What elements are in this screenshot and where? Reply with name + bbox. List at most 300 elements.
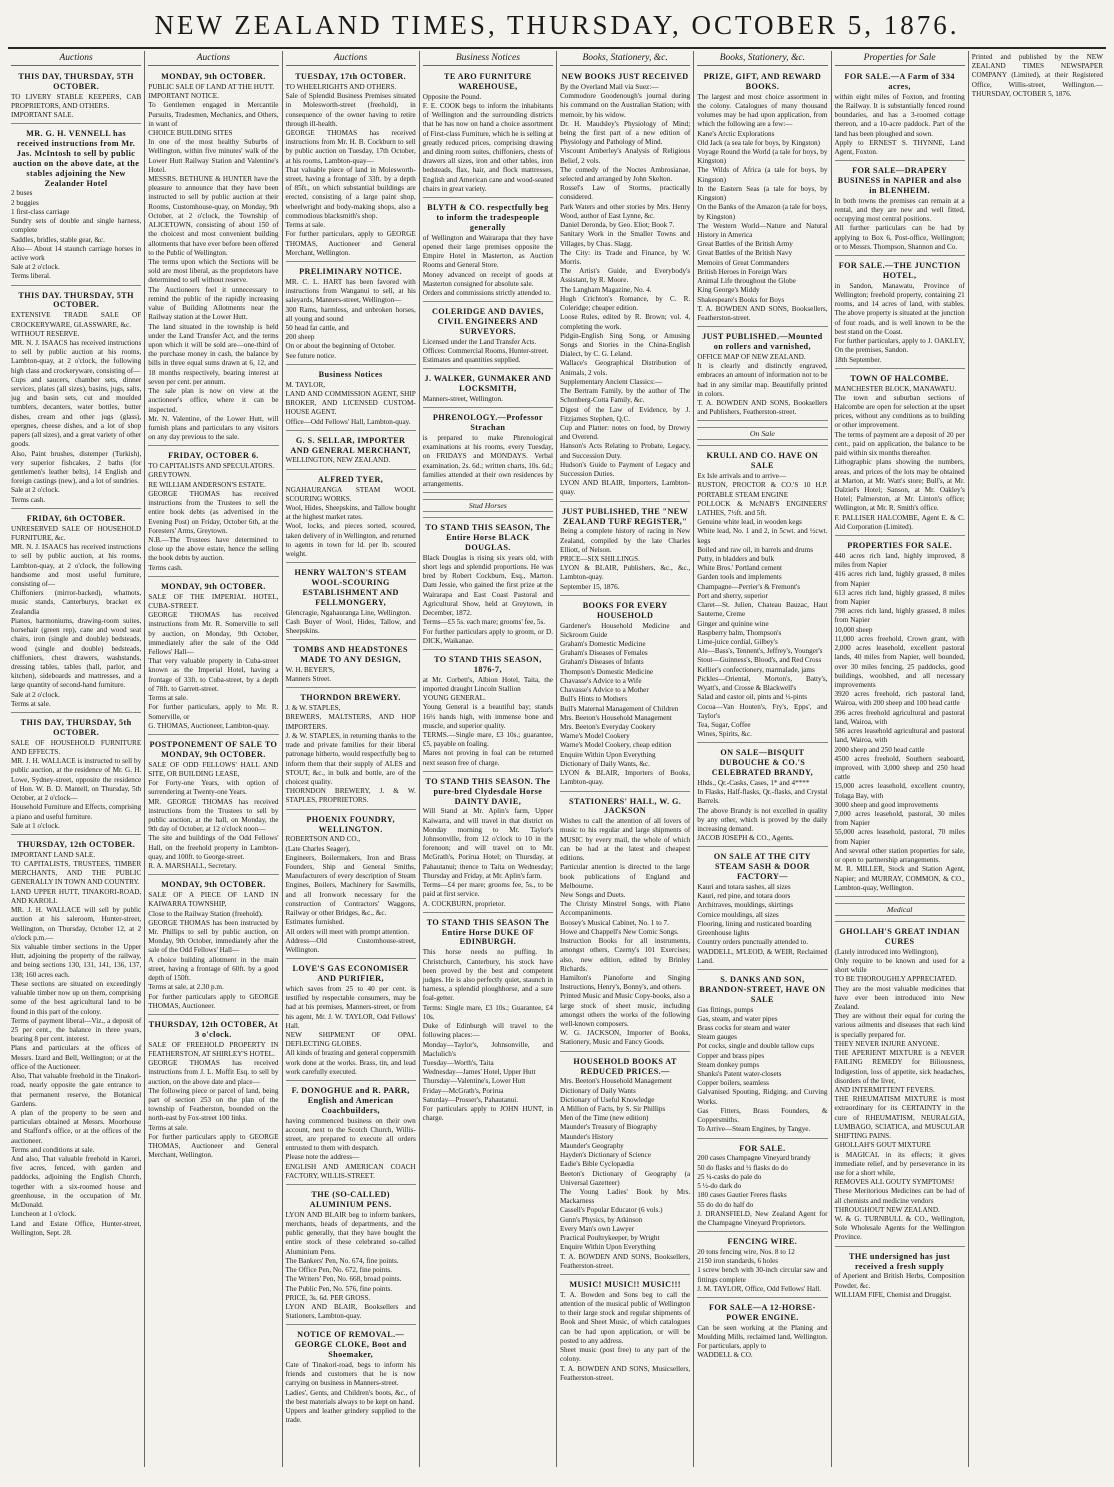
- notice-line: T. A. BOWDEN AND SONS, Booksellers and Publishers, Featherston-street.: [697, 398, 828, 417]
- notice-line: Gas, steam, and water pipes: [697, 1014, 778, 1023]
- notice-line: The terms upon which the Sections will be sold are most liberal, as the proprietors have determined to sell without reserve.: [148, 258, 279, 285]
- notice-title: HENRY WALTON'S STEAM WOOL-SCOURING ESTABLISHMENT AND FELLMONGERY,: [294, 568, 407, 607]
- notice-line: Putty, in bladders and bulk: [697, 555, 775, 564]
- notice-line: GREYTOWN.: [148, 471, 192, 480]
- notice-line: Sale at 2 o'clock.: [11, 263, 60, 272]
- notice-title: MONDAY, 9th OCTOBER.: [161, 72, 266, 81]
- notice-line: Cornice mouldings, all sizes: [697, 910, 779, 919]
- notice-line: That valuable piece of land in Molesworth-street, having a frontage of 33ft. by a depth of 85ft., on which substantial buildings are erected, consisting of a large paint shop, wheelwright and body-making shops, also a commodious blacksmith's shop.: [285, 165, 416, 220]
- notice-line: 613 acres rich land, highly grassed, 8 miles from Napier: [834, 588, 965, 606]
- column-2: [145, 51, 282, 1467]
- column-4: [420, 51, 557, 1467]
- notice-line: in Sandon, Manawatu, Province of Wellington; freehold property, containing 21 rooms, and 14 acres of land, with stables. The above property is situated at the junction of four roads, and is well known to be the best stand on the Coast.: [834, 281, 965, 336]
- notice-line: LYON AND BLAIR beg to inform bankers, merchants, heads of departments, and the public generally, that they have bought the entire stock of these celebrated so-called Aluminium Pens.: [285, 1210, 416, 1256]
- notice-title: THURSDAY, 12th OCTOBER.: [17, 839, 136, 849]
- notice-line: The Wilds of Africa (a tale for boys, by Kingston): [697, 166, 828, 184]
- notice-line: New Songs and Duets.: [560, 890, 626, 899]
- notice-title: ALFRED TYER,: [318, 474, 384, 484]
- notice-title: Business Notices: [318, 369, 383, 379]
- notice-line: MR. N. J. ISAACS has received instructions to sell by public auction at his rooms, Lambton-quay, at 2 o'clock, the following high class and crockeryware, consisting of—: [11, 338, 142, 375]
- notice-line: Printed and published by the NEW ZEALAND TIMES NEWSPAPER COMPANY (Limited), at their Registered Office, Willis-street, Wellington.—THURSDAY, OCTOBER 5, 1876.: [971, 53, 1103, 98]
- notice-line: Luncheon at 1 o'clock.: [11, 1210, 77, 1219]
- notice-line: Money advanced on receipt of goods at Masterton consigned for absolute sale.: [422, 270, 553, 288]
- notice-line: Shanks's Patent water-closets: [697, 1070, 782, 1079]
- notice-line: SALE OF A PIECE OF LAND IN KAIWARRA TOWNSHIP,: [148, 891, 279, 909]
- notice-line: IMPORTANT SALE.: [11, 111, 74, 120]
- notice-line: On the Banks of the Amazon (a tale for boys, by Kingston): [697, 203, 828, 221]
- notice-line: Graham's Diseases of Infants: [560, 658, 644, 667]
- notice-line: A choice building allotment in the main street, having a frontage of 60ft. by a good depth of 150ft.: [148, 955, 279, 983]
- notice-line: SALE OF FREEHOLD PROPERTY IN FEATHERSTON, AT SHIRLEY'S HOTEL.: [148, 1040, 279, 1058]
- notice-line: is prepared to make Phrenological examinations at his rooms, every Tuesday, on FRIDAYS and MONDAYS. Verbal examination, 2s. 6d.; written charts, 10s. 6d.; families attended at their own residences by arrangements.: [422, 433, 553, 489]
- notice-title: FENCING WIRE.: [727, 1237, 798, 1247]
- notice-line: Steam donkey pumps: [697, 1060, 760, 1069]
- notice-line: 50 head fat cattle, and: [285, 323, 349, 332]
- notice-title: LOVE'S GAS ECONOMISER AND PURIFIER,: [292, 964, 409, 984]
- notice-line: To Arrive—Steam Engines, by Tangye.: [697, 1125, 811, 1134]
- notice-line: R. A. MARSHALL, Secretary.: [148, 862, 237, 871]
- notice-line: Terms at sale.: [148, 694, 188, 703]
- notice-line: Licensed under the Land Transfer Acts.: [422, 337, 537, 346]
- notice-line: MANCHESTER BLOCK, MANAWATU.: [834, 384, 957, 393]
- notice-line: TO WHEELRIGHTS AND OTHERS.: [285, 82, 397, 91]
- notice-title: FOR SALE.—A Farm of 334 acres,: [844, 72, 955, 91]
- notice-line: Old Jack (a sea tale for boys, by Kingston): [697, 138, 821, 147]
- notice-line: Terms cash.: [11, 495, 46, 504]
- notice-line: 2 buggies: [11, 198, 39, 207]
- notice: [560, 598, 690, 792]
- notice-line: For further particulars, apply to Mr. R. Somerville, or: [148, 703, 279, 721]
- notice-line: In one of the most healthy Suburbs of Wellington, within five minutes' walk of the Lower Hutt Railway Station and Valentine's Hotel.: [148, 138, 279, 174]
- notice-line: Printed Music and Music Copy-books, also a large stock of sheet music, including amongst others the works of the following well-known composers.: [560, 992, 691, 1029]
- notice-title: MUSIC! MUSIC!! MUSIC!!!: [569, 1279, 681, 1289]
- notice-line: OFFICE MAP OF NEW ZEALAND.: [697, 352, 806, 361]
- notice: [286, 433, 416, 470]
- notice-line: White Bros.' Portland cement: [697, 564, 782, 573]
- notice-line: Maunder's Geography: [560, 1141, 624, 1150]
- notice-title: ON SALE AT THE CITY STEAM SASH & DOOR FACTORY—: [713, 852, 811, 882]
- notice-line: 50 do flasks and ½ flasks do do: [697, 1163, 788, 1172]
- notice-line: JACOB JOSEPH & CO., Agents.: [697, 834, 794, 843]
- notice-line: GEORGE THOMAS has received instructions from Mr. R. Somerville to sell by auction, on Monday, 9th October, immediately after the sale of the Odd Fellows' Hall—: [148, 611, 279, 656]
- notice-title: MR. G. H. VENNELL has received instructions from Mr. Jas. McIntosh to sell by public auction on the above date, at the stables adjoining the New Zealander Hotel: [13, 129, 140, 188]
- notice-title: TE ARO FURNITURE WAREHOUSE,: [443, 72, 532, 91]
- notice-line: They are without their equal for curing the various ailments and diseases that each kind is specially prepared for.: [834, 1012, 965, 1039]
- notice-line: 3000 sheep and good improvements: [834, 800, 939, 809]
- notice-line: Hanson's Acts Relating to Probate, Legacy, and Succession Duty.: [560, 442, 691, 460]
- notice-title: THORNDON BREWERY.: [300, 693, 401, 703]
- notice-line: Terms—£5 5s. each mare; grooms' fee, 5s.: [422, 618, 546, 627]
- notice-title: FOR SALE—A 12-HORSE-POWER ENGINE.: [709, 1303, 816, 1322]
- notice-line: SALE OF ODD FELLOWS' HALL AND SITE, OR BUILDING LEASE,: [148, 760, 279, 778]
- notice-line: The Bertram Family, by the author of The Schonberg-Cotta Family, &c.: [560, 387, 691, 405]
- notice-line: 11,000 acres freehold, Crown grant, with 2,000 acres leasehold, excellent pastoral lands, 40 miles from Napier, well bounded, over 30 miles fencing, 25 paddocks, good buildings, woolshed, and all necessary improvements: [834, 634, 965, 689]
- notice-line: A plan of the property to be seen and particulars obtained at Messrs. Moorhouse and Stafford's office, or at the offices of the auctioneer.: [11, 1108, 142, 1145]
- column-7: [832, 51, 969, 1467]
- notice-line: The Writers' Pen, No. 668, broad points.: [285, 1275, 402, 1284]
- notice-line: Warne's Model Cookery, cheap edition: [560, 741, 672, 750]
- notice-line: King George's Middy: [697, 286, 760, 295]
- notice-line: W. G. JACKSON, Importer of Books, Stationery, Music and Fancy Goods.: [560, 1029, 691, 1047]
- notice-line: Kellier's confectionery, marmalade, jams: [697, 665, 815, 674]
- notice-line: Saddles, bridles, stable gear, &c.: [11, 235, 105, 244]
- notice-line: Voyage Round the World (a tale for boys, by Kingston): [697, 148, 828, 166]
- notice-line: Copper boilers, seamless: [697, 1079, 769, 1088]
- notice-title: FOR SALE—DRAPERY BUSINESS in NAPIER and also in BLENHEIM.: [837, 166, 962, 195]
- notice-line: of Aperient and British Herbs, Composition Powder, &c.: [834, 1272, 965, 1290]
- notice-line: Cate of Tinakori-road, begs to inform his friends and customers that he is now carrying on business in Manners-street.: [285, 1360, 416, 1388]
- notice-line: GHOLLAH'S GOUT MIXTURE: [834, 1141, 931, 1150]
- column-header: Business Notices: [423, 51, 553, 66]
- notice: [423, 371, 553, 408]
- notice-line: Saturday—Prosser's, Pahautanui.: [422, 1095, 519, 1104]
- notice-line: Terms liberal.: [11, 272, 51, 281]
- notice-line: Friday—McGrath's, Porirua: [422, 1086, 504, 1095]
- notice: [286, 1327, 416, 1428]
- notice-line: LAND UPPER HUTT, TINAKORI-ROAD, AND KAROLI.: [11, 887, 142, 905]
- notice-line: The Western World—Nature and Natural History in America: [697, 221, 828, 239]
- notice-line: MR. J. H. WALLACE is instructed to sell by public auction, at the residence of Mr. G. H. Lowe, Sydney-street, opposite the residence of Hon. W. B. D. Mantell, on Thursday, 5th October, at 2 o'clock—: [11, 757, 142, 803]
- notice-line: Sundry sets of double and single harness, complete: [11, 217, 142, 235]
- notice-line: 15,000 acres leasehold, excellent country, Tolaga Bay, with: [834, 782, 965, 800]
- notice-line: Port and sherry, superior: [697, 591, 768, 600]
- notice: [423, 774, 553, 913]
- notice: [148, 448, 278, 576]
- notice: [286, 642, 416, 688]
- notice-line: The Office Pen, No. 672, fine points.: [285, 1266, 392, 1275]
- notice-line: 200 sheep: [285, 333, 315, 342]
- notice-line: Thompson's Domestic Medicine: [560, 667, 654, 676]
- notice-line: J. DRANSFIELD, New Zealand Agent for the Champagne Vineyard Proprietors.: [697, 1209, 828, 1227]
- notice-line: IMPORTANT LAND SALE.: [11, 850, 96, 859]
- notice-line: Wool, Hides, Sheepskins, and Tallow bought at the highest market rates.: [285, 503, 416, 522]
- notice: [560, 504, 690, 596]
- notice-line: Practical Poultrykeeper, by Wright: [560, 1234, 660, 1243]
- notice-line: NGAHAURANGA STEAM WOOL SCOURING WORKS.: [285, 485, 416, 503]
- notice-line: MR. N. J. ISAACS has received instructions to sell by public auction, at his rooms, Lambton-quay, at 2 o'clock, the following handsome and most useful furniture, consisting of—: [11, 543, 142, 589]
- notice-line: In both towns the premises can remain at a rental, and they are new and well fitted, occupying most central positions.: [834, 196, 965, 224]
- notice-title: FOR SALE.: [739, 1143, 786, 1153]
- notice-line: Household Furniture and Effects, comprising a piano and useful furniture.: [11, 803, 142, 821]
- notice-line: Address—Old Customhouse-street, Wellington.: [285, 936, 416, 954]
- notice-line: 2 buses: [11, 189, 33, 198]
- notice-line: These sections are situated on exceedingly valuable timber now up on them, comprising some of the best agricultural land to be found in this part of the colony.: [11, 979, 142, 1016]
- notice-line: WITHOUT RESERVE.: [11, 329, 80, 338]
- notice-title: THIS DAY. THURSDAY, 5TH OCTOBER.: [18, 290, 134, 310]
- notice-title: TO STAND THIS SEASON. The pure-bred Clydesdale Horse DAINTY DAVIE,: [425, 776, 551, 806]
- notice-line: 1 screw bench with 30-inch circular saw and fittings complete: [697, 1266, 828, 1284]
- notice-line: at Mr. Corbett's, Albion Hotel, Taita, the imported draught Lincoln Stallion: [422, 675, 553, 693]
- notice-line: THE RHEUMATISM MIXTURE is most extraordinary for its CERTAINTY in the cure of RHEUMATISM, NEURALGIA, LUMBAGO, SCIATICA, and MUSCULAR SHIFTING PAINS.: [834, 1095, 965, 1141]
- notice-line: Ladies', Gents, and Children's boots, &c., of the best materials always to be kept on hand.: [285, 1388, 416, 1406]
- notice-line: 200 cases Champagne Vineyard brandy: [697, 1154, 811, 1163]
- notice: [835, 163, 965, 256]
- notice-line: Pickles—Oriental, Morton's, Batty's, Wyatt's, and Crosse & Blackwell's: [697, 674, 828, 693]
- notice-line: For Forty-one Years, with option of surrendering at Twenty-one Years.: [148, 779, 279, 797]
- notice-line: Pidgin-English Sing Song, or Amusing Songs and Stories in the China-English Dialect, by C. G. Leland.: [560, 331, 691, 359]
- notice-line: Glencragie, Ngahauranga Line, Wellington.: [285, 608, 411, 617]
- notice-line: Steam gauges: [697, 1033, 737, 1042]
- notice-line: Dictionary of Daily Wants, &c.: [560, 759, 650, 768]
- notice-line: The site and buildings of the Odd Fellows' Hall, on the freehold property in Lambton-quay, and 100ft. to George-street.: [148, 834, 279, 861]
- notice-line: Kane's Arctic Explorations: [697, 129, 775, 138]
- notice: [148, 877, 278, 1015]
- notice-line: Howe and Chappell's New Comic Songs.: [560, 927, 679, 936]
- notice-line: Mr. N. Valentine, of the Lower Hutt, will furnish plans and particulars to any visitors on any day previous to the sale.: [148, 414, 279, 442]
- notice: [286, 1083, 416, 1185]
- notice-line: A Million of Facts, by S. Sir Phillips: [560, 1105, 666, 1114]
- notice-line: Apply to ERNEST S. THYNNE, Land Agent, Foxton.: [834, 138, 965, 156]
- notice-line: In the Eastern Seas (a tale for boys, by Kingston): [697, 184, 828, 203]
- notice-line: Ex Isle arrivals and to arrive—: [697, 472, 787, 481]
- notice-line: Dr. H. Maudsley's Physiology of Mind; being the first part of a new edition of Physiology and Pathology of Mind.: [560, 119, 691, 147]
- notice-line: The City: its Trade and Finance, by W. Morris.: [560, 248, 691, 266]
- notice-title: NEW BOOKS JUST RECEIVED: [561, 72, 689, 81]
- notice-line: On or about the beginning of October.: [285, 342, 396, 351]
- notice-line: LYON AND BLAIR, Booksellers and Stationers, Lambton-quay.: [285, 1303, 416, 1321]
- notice: [835, 69, 965, 161]
- column-header: Properties for Sale: [835, 51, 965, 66]
- notice: [697, 972, 827, 1139]
- notice: [972, 51, 1103, 102]
- notice: [423, 520, 553, 650]
- notice-line: Uppers and leather grindery supplied to the trade.: [285, 1407, 416, 1425]
- notice-title: ON SALE—BISQUIT DUBOUCHE & CO.'S CELEBRATED BRANDY,: [711, 748, 814, 778]
- notice-line: And several other station properties for sale, or open to partnership arrangements.: [834, 846, 965, 865]
- notice-line: The above Brandy is not excelled in quality by any other, which is proved by the daily increasing demand.: [697, 806, 828, 834]
- notice-line: Lime-juice cordial, Gilbey's: [697, 638, 778, 646]
- notice-line: BREWERS, MALTSTERS, AND HOP IMPORTERS.: [285, 713, 416, 731]
- notice-line: 25 ¼-casks do pale do: [697, 1172, 762, 1181]
- notice-line: Shakespeare's Books for Boys: [697, 295, 785, 304]
- column-header: Auctions: [286, 51, 416, 66]
- notice-line: 396 acres freehold agricultural and pastoral land, Wairoa, with: [834, 708, 965, 726]
- notice-line: T. A. BOWDEN AND SONS, Musicsellers, Featherston-street.: [560, 1364, 691, 1382]
- notice-line: LYON AND BLAIR, Importers, Lambton-quay.: [560, 479, 691, 497]
- notice-line: Please note the address—: [285, 1153, 360, 1162]
- notice-title: TO STAND THIS SEASON, 1876-7,: [434, 654, 542, 674]
- notice: [697, 423, 827, 446]
- notice-line: Eadie's Bible Cyclopædia: [560, 1160, 634, 1169]
- notice-title: PHOENIX FOUNDRY, WELLINGTON.: [306, 814, 395, 834]
- column-5: [557, 51, 694, 1467]
- notice-line: To Gentlemen engaged in Mercantile Pursuits, Tradesmen, Mechanics, and Others, in want of: [148, 101, 279, 128]
- notice-line: 798 acres rich land, highly grassed, 8 miles from Napier: [834, 607, 965, 625]
- notice-line: Instruction Books for all instruments, amongst others, Czerny's 101 Exercises; also, new edition, edited by Brinley Richards.: [560, 937, 691, 973]
- notice-line: T. A. BOWDEN AND SONS, Booksellers, Featherston-street.: [560, 1252, 691, 1270]
- notice-line: The terms of payment are a deposit of 20 per cent., paid on application, the balance to be paid within six months thereafter.: [834, 430, 965, 458]
- section-heading: Medical: [835, 903, 965, 916]
- notice-line: For further particulars apply to GEORGE THOMAS, Auctioneer and General Merchant, Wellington.: [148, 1132, 279, 1160]
- notice: [835, 538, 965, 897]
- notice-line: Sheet music (post free) to any part of the colony.: [560, 1346, 691, 1364]
- notice-line: Chavasse's Advice to a Wife: [560, 676, 642, 685]
- notice-line: Offices: Commercial Rooms, Hunter-street.: [422, 346, 549, 355]
- notice-line: And also, That valuable freehold in Karori, five acres, fenced, with garden and paddocks, adjoining the English Church, together with a six-roomed house and greenhouse, in the occupation of Mr. McDonald.: [11, 1155, 142, 1210]
- notice-line: Land and Estate Office, Hunter-street, Wellington, Sept. 28.: [11, 1219, 142, 1237]
- notice-line: Opposite the Pound.: [422, 92, 482, 101]
- notice-line: LAND AND COMMISSION AGENT, SHIP BROKER, AND LICENSED CUSTOM-HOUSE AGENT.: [285, 389, 416, 417]
- notice-line: Maunder's History: [560, 1132, 614, 1141]
- notice-line: PRICE, 3s. 6d. PER GROSS.: [285, 1293, 371, 1302]
- notice: [697, 849, 827, 970]
- notice-line: Great Battles of the British Navy: [697, 249, 793, 258]
- notice: [560, 1054, 690, 1275]
- notice-line: of Wellington and Wairarapa that they have opened their large premises opposite the Empire Hotel in Masterton, as Auction Rooms and General Store.: [422, 233, 553, 270]
- notice-title: TO STAND THIS SEASON The Entire Horse DUKE OF EDINBURGH.: [426, 917, 550, 947]
- notice-line: Mares not proving in foal can be returned next season free of charge.: [422, 749, 553, 767]
- notice: [835, 899, 965, 922]
- notice-line: Genuine white lead, in wooden kegs: [697, 518, 802, 527]
- notice-line: Graham's Diseases of Females: [560, 649, 648, 658]
- notice-title: THE (SO-CALLED) ALUMINIUM PENS.: [309, 1190, 392, 1209]
- notice-line: For further particulars, apply to J. OAKLEY, On the premises, Sandon.: [834, 337, 965, 355]
- notice-line: J. M. TAYLOR, Office, Odd Fellows' Hall.: [697, 1284, 822, 1293]
- notice-line: Estimates furnished.: [285, 918, 345, 927]
- notice-line: Daniel Deronda, by Geo. Eliot; Book 7.: [560, 221, 675, 230]
- notice-line: RUSTON, PROCTOR & CO.'S 10 H.P. PORTABLE STEAM ENGINE: [697, 481, 828, 499]
- notice-line: Boiled and raw oil, in barrels and drums: [697, 545, 814, 554]
- notice-line: Terms of payment liberal—Viz., a deposit of 25 per cent., the balance in three years, bearing 8 per cent. interest.: [11, 1016, 142, 1044]
- notice-title: BOOKS FOR EVERY HOUSEHOLD: [582, 600, 668, 620]
- notice-line: Black Douglas is rising six years old, with short legs and splendid proportions. He was bred by Robert Cockburn, Esq., Marton. Dam Jessie, who gained the first prize at the Wairarapa and East Coast Pastoral and Agricultural Show, held at Greytown, in December, 1872.: [422, 553, 553, 618]
- notice-line: Wines, Spirits, &c.: [697, 730, 752, 739]
- notice-line: 180 cases Gautier Freres flasks: [697, 1191, 787, 1200]
- notice: [11, 715, 141, 835]
- notice-line: (Lately introduced into Wellington),: [834, 947, 939, 956]
- notice-line: THEY NEVER INJURE ANYONE.: [834, 1039, 940, 1048]
- notice-line: Maunder's Treasury of Biography: [560, 1123, 657, 1132]
- notice-line: 7,000 acres leasehold, pastoral, 30 miles from Napier: [834, 810, 965, 828]
- notice-line: Enquire Within Upon Everything: [560, 750, 656, 759]
- notice-title: J. WALKER, GUNMAKER AND LOCKSMITH,: [424, 374, 552, 394]
- notice-title: FRIDAY, 6th OCTOBER.: [26, 513, 126, 523]
- column-header: Books, Stationery, &c.: [560, 51, 690, 66]
- notice-line: It is clearly and distinctly engraved, embraces an amount of information not to be had in any similar map. Beautifully printed in colors.: [697, 362, 828, 398]
- column-header: Auctions: [11, 51, 141, 66]
- notice-line: For further particulars apply to GEORGE THOMAS, Auctioneer.: [148, 992, 279, 1010]
- notice-line: F. PALLISER HALCOMBE, Agent E. & C. Aid Corporation (Limited).: [834, 513, 965, 531]
- notice: [560, 794, 690, 1052]
- notice-line: which saves from 25 to 40 per cent. is testified by respectable consumers, may be had at his premises, Manners-street, or from his agent, Mr. J. W. TAYLOR, Odd Fellows' Hall.: [285, 984, 416, 1030]
- notice-line: PRICE—SIX SHILLINGS.: [560, 555, 640, 564]
- notice-line: Cocoa—Van Houten's, Fry's, Epps', and Taylor's: [697, 702, 828, 720]
- notice-title: PROPERTIES FOR SALE.: [847, 541, 953, 551]
- notice-line: TERMS.—Single mare, £3 10s.; guarantee, £5, payable on foaling.: [422, 730, 553, 749]
- notice-line: The Artist's Guide, and Everybody's Assistant, by R. Moore.: [560, 267, 691, 285]
- notice-line: CHOICE BUILDING SITES: [148, 128, 233, 137]
- notice-line: Beeton's Dictionary of Geography (a Universal Gazetteer): [560, 1169, 691, 1187]
- notice-line: TO BE THOROUGHLY APPRECIATED.: [834, 975, 957, 984]
- notice-line: Pianos, harmoniums, drawing-room suites, horsehair (green rep), cane and wood seat chairs, iron (single and double) bedsteads, wood (single and double) bedsteads, chiffoniers, chest drawers, washstands, dressing tables, tables (hall, parlor, and kitchen), sideboards and mattresses, and a large quantity of second-hand furniture.: [11, 616, 142, 690]
- notice-line: M. R. MILLER, Stock and Station Agent, Napier; and MURRAY, COMMON, & CO., Lambton-quay, Wellington.: [834, 865, 965, 892]
- notice: [423, 915, 553, 1127]
- notice-title: MONDAY, 9th OCTOBER.: [161, 880, 266, 890]
- column-1: [8, 51, 145, 1467]
- notice-title: MONDAY, 9th OCTOBER.: [161, 581, 266, 591]
- notice-line: Mrs. Beeton's Everyday Cookery: [560, 723, 656, 731]
- notice-line: ENGLISH AND AMERICAN COACH FACTORY, WILLIS-STREET.: [285, 1162, 416, 1180]
- notice-line: Great Battles of the British Army: [697, 240, 793, 249]
- notice-line: Loose Rules, edited by R. Brown; vol. 4, completing the work.: [560, 313, 691, 331]
- notice: [148, 579, 278, 735]
- notice-line: J. & W. STAPLES, in returning thanks to the trade and private families for their liberal patronage hitherto, would respectfully beg to inform them that their supply of ALES and STOUT, &c., in bulk and bottle, are of the choicest quality.: [285, 731, 416, 786]
- notice-line: Supplementary Ancient Classics:—: [560, 377, 663, 386]
- notice-line: 416 acres rich land, highly grassed, 8 miles from Napier: [834, 570, 965, 588]
- notice-title: TUESDAY, 17th OCTOBER.: [295, 72, 407, 81]
- notice: [286, 472, 416, 564]
- notice-line: Bull's Hints to Mothers: [560, 695, 627, 704]
- notice-line: Estimates and quantities supplied.: [422, 356, 521, 365]
- notice-title: STATIONERS' HALL, W. G. JACKSON: [569, 796, 682, 816]
- notice-line: Particular attention is directed to the large book publications of England and Melbourne.: [560, 863, 691, 890]
- notice-line: Cassell's Popular Educator (6 vols.): [560, 1206, 663, 1215]
- notice-line: Terms and conditions at sale.: [11, 1145, 95, 1154]
- notice: [11, 837, 141, 1241]
- notice-line: All further particulars can be had by applying to Box 6, Post-office, Wellington; or to Messrs. Thompson, Shannon and Co.: [834, 224, 965, 251]
- notice-line: N.B.—The Trustees have determined to close up the above estate, hence the selling the book debts by auction.: [148, 535, 279, 563]
- notice-line: The town and suburban sections of Halcombe are open for selection at the upset prices, without any conditions as to building or other improvement.: [834, 393, 965, 430]
- notice: [286, 690, 416, 809]
- notice-title: KRULL AND CO. HAVE ON SALE: [706, 451, 819, 471]
- column-6: [694, 51, 831, 1467]
- notice: [697, 745, 827, 847]
- notice-line: having commenced business on their own account, next to the Scotch Church, Willis-street, are prepared to execute all orders entrusted to them with despatch.: [285, 1116, 416, 1153]
- notice-line: For particulars apply to JOHN HUNT, in charge.: [422, 1105, 553, 1123]
- notice-line: Every Man's own Lawyer: [560, 1224, 635, 1233]
- notice: [286, 812, 416, 960]
- notice-line: Boosey's Musical Cabinet, No. 1 to 7.: [560, 918, 669, 927]
- notice-line: The Langham Magazine, No. 4.: [560, 285, 652, 294]
- notice: [835, 924, 965, 1247]
- notice-line: WELLINGTON, NEW ZEALAND.: [285, 456, 391, 465]
- notice-line: For further particulars, apply to GEORGE THOMAS, Auctioneer and General Merchant, Wellington.: [285, 230, 416, 257]
- notice-line: Mrs. Beeton's Household Management: [560, 713, 672, 722]
- notice-line: MESSRS. BETHUNE & HUNTER have the pleasure to announce that they have been instructed to sell by public auction at their Rooms, Customhouse-quay, on Monday, 9th October, at 2 o'clock, the Township of ALICETOWN, consisting of about 150 of the choicest and most convenient building allotments that have ever before been offered to the Public of Wellington.: [148, 175, 279, 257]
- notice: [148, 69, 278, 446]
- notice-line: The following piece or parcel of land, being part of section 253 on the plan of the township of Featherston, bounded on the north-east by Fox-street 100 links.: [148, 1086, 279, 1123]
- notice-title: COLERIDGE AND DAVIES, CIVIL ENGINEERS AND SURVEYORS.: [431, 307, 544, 336]
- notice: [697, 1300, 827, 1364]
- notice: [835, 1249, 965, 1303]
- notice: [11, 288, 141, 509]
- notice: [286, 367, 416, 431]
- notice-line: For further particulars apply to groom, or D. DICK, Waikanae.: [422, 627, 553, 645]
- notice-line: Will Stand at Mr. Aplin's farm, Upper Kaiwarra, and will travel in that district on Monday morning to Mr. Taylor's Johnsonville, from 12 o'clock to 10 in the forenoon; and will travel on to Mr. McGrath's, Porirua Hotel; on Thursday, at Pahautanui; thence to Taita on Wednesday; Thursday and Friday, at Mr. Aplin's farm.: [422, 807, 553, 880]
- notice-line: WADDELL, M'LEOD, & WEIR, Reclaimed Land.: [697, 947, 828, 965]
- notice-line: Terms: Single mare, £3 10s.; Guarantee, £4 10s.: [422, 1003, 553, 1021]
- notice-line: In Flasks, Half-flasks, Qr.-flasks, and Crystal Barrels.: [697, 788, 828, 806]
- notice-line: Terms at sale.: [11, 699, 51, 708]
- notice: [835, 258, 965, 369]
- notice-line: Gunn's Physics, by Atkinson: [560, 1215, 643, 1224]
- notice-line: Graham's Domestic Medicine: [560, 640, 646, 649]
- notice-line: Monday—Taylor's, Johnsonville, and Maclulich's: [422, 1040, 553, 1058]
- notice-line: Pot cocks, single and double tallow cups: [697, 1042, 815, 1051]
- notice-line: MR. C. L. HART has been favored with instructions from Wanganui to sell, at his saleyards, Manners-street, Wellington—: [285, 277, 416, 305]
- notice-line: TO CAPITALISTS, TRUSTEES, TIMBER MERCHANTS, AND THE PUBLIC GENERALLY IN TOWN AND COUNTRY.: [11, 860, 142, 887]
- notice: [697, 329, 827, 421]
- notice-line: Manners-street, Wellington.: [422, 395, 503, 404]
- notice: [286, 1187, 416, 1325]
- notice-line: M. TAYLOR,: [285, 380, 326, 389]
- notice-line: UNRESERVED SALE OF HOUSEHOLD FURNITURE, &c.: [11, 524, 142, 542]
- notice-line: British Heroes in Foreign Wars: [697, 267, 787, 276]
- notice-line: GEORGE THOMAS has been instructed by Mr. Phillips to sell by public auction, on Monday, 9th October, immediately after the sale of the Odd Fellows' Hall—: [148, 918, 279, 955]
- notice-line: THORNDON BREWERY, J. & W. STAPLES, PROPRIETORS.: [285, 787, 416, 805]
- section-heading: On Sale: [697, 427, 827, 440]
- notice-line: Ginger and quinine wine: [697, 619, 769, 628]
